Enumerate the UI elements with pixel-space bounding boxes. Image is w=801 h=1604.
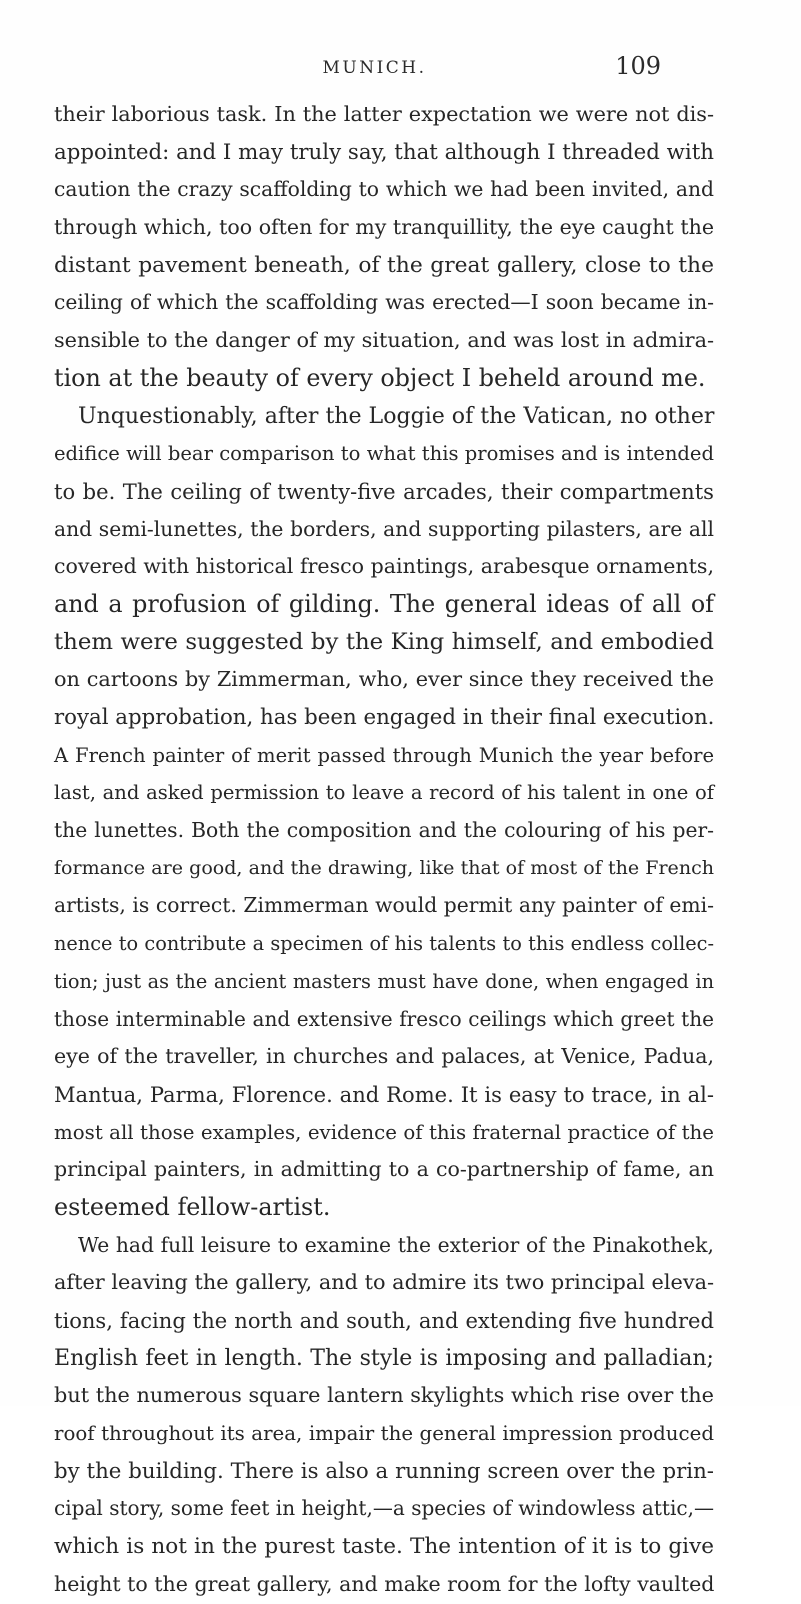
text-line: A French painter of merit passed through Munich the year before [54,743,714,767]
text-line: and a profusion of gilding. The general ideas of all of [54,589,714,618]
text-line: distant pavement beneath, of the great gallery, close to the [54,252,714,278]
text-line: last, and asked permission to leave a record of his talent in one of [54,781,714,805]
text-line: after leaving the gallery, and to admire its two principal eleva- [54,1270,714,1295]
text-line: sensible to the danger of my situation, and was lost in admira- [54,328,714,353]
text-line: principal painters, in admitting to a co-partnership of fame, an [54,1157,714,1182]
text-line: royal approbation, has been engaged in their final execution. [54,705,715,730]
text-line: edifice will bear comparison to what this promises and is intended [54,442,714,466]
text-line: through which, too often for my tranquillity, the eye caught the [54,215,714,240]
text-line: esteemed fellow-artist. [54,1192,331,1221]
text-line: tion at the beauty of every object I beheld around me. [54,363,706,392]
text-line: which is not in the purest taste. The intention of it is to give [54,1534,714,1560]
text-line: those interminable and extensive fresco ceilings which greet the [54,1006,714,1031]
text-line: English feet in length. The style is imposing and palladian; [54,1345,714,1371]
page-number: 109 [615,52,661,80]
text-line: nence to contribute a specimen of his talents to this endless collec- [54,932,714,956]
text-line: We had full leisure to examine the exterior of the Pinakothek, [78,1232,714,1257]
text-line: roof throughout its area, impair the general impression produced [54,1422,714,1446]
text-line: on cartoons by Zimmerman, who, ever since they received the [54,667,714,692]
text-line: but the numerous square lantern skylights which rise over the [54,1383,714,1408]
text-line: by the building. There is also a running screen over the prin- [54,1458,714,1484]
text-line: covered with historical fresco paintings, arabesque ornaments, [54,554,714,579]
text-line: artists, is correct. Zimmerman would permit any painter of emi- [54,893,714,918]
text-line: their laborious task. In the latter expectation we were not dis- [54,102,714,126]
running-title: MUNICH. [322,58,427,78]
text-line: tion; just as the ancient masters must have done, when engaged in [54,969,714,993]
text-line: appointed: and I may truly say, that although I threaded with [54,139,714,165]
text-line: to be. The ceiling of twenty-five arcades, their compartments [54,478,714,504]
text-line: and semi-lunettes, the borders, and supporting pilasters, are all [54,516,714,541]
text-line: Mantua, Parma, Florence. and Rome. It is easy to trace, in al- [54,1081,714,1107]
text-line: the lunettes. Both the composition and the colouring of his per- [54,818,714,843]
text-line: them were suggested by the King himself, and embodied [54,628,714,655]
text-line: height to the great gallery, and make room for the lofty vaulted [54,1571,715,1596]
text-line: formance are good, and the drawing, like that of most of the French [54,856,714,879]
text-line: tions, facing the north and south, and extending five hundred [54,1308,714,1333]
text-line: eye of the traveller, in churches and palaces, at Venice, Padua, [54,1044,714,1069]
body-text [54,96,714,1604]
text-line: Unquestionably, after the Loggie of the Vatican, no other [78,403,715,429]
text-line: cipal story, some feet in height,—a species of windowless attic,— [54,1496,714,1521]
text-line: caution the crazy scaffolding to which we had been invited, and [54,177,714,202]
running-head [94,52,661,88]
text-line: most all those examples, evidence of this fraternal practice of the [54,1120,714,1144]
text-line: ceiling of which the scaffolding was erected—I soon became in- [54,290,714,315]
